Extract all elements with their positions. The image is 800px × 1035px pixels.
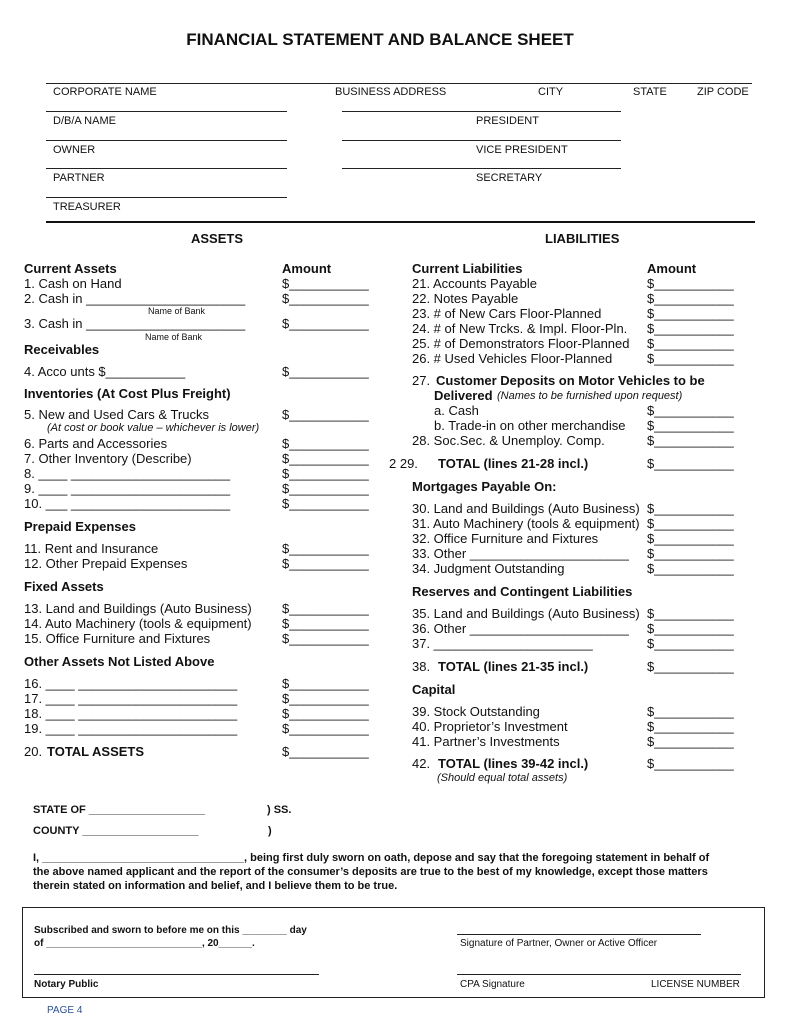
asset-line-4[interactable]: 4. Acco unts $___________: [24, 364, 186, 379]
liability-line-23: 23. # of New Cars Floor-Planned: [412, 306, 602, 321]
asset-amount-13[interactable]: $___________: [282, 601, 369, 616]
bank-name-caption-2: Name of Bank: [145, 332, 203, 342]
liability-line-40: 40. Proprietor’s Investment: [412, 719, 568, 734]
partner-label: PARTNER: [53, 172, 105, 184]
total-21-35-label: TOTAL (lines 21-35 incl.): [438, 659, 589, 674]
zip-label: ZIP CODE: [697, 86, 749, 98]
liability-line-36[interactable]: 36. Other ______________________: [412, 621, 629, 636]
officer-signature-label: Signature of Partner, Owner or Active Officer: [460, 938, 658, 949]
vice-president-label: VICE PRESIDENT: [476, 144, 568, 156]
liability-line-26: 26. # Used Vehicles Floor-Planned: [412, 351, 613, 366]
liability-amount-24[interactable]: $___________: [647, 321, 734, 336]
asset-amount-16[interactable]: $___________: [282, 676, 369, 691]
liability-line-34: 34. Judgment Outstanding: [412, 561, 565, 576]
liability-line-41: 41. Partner’s Investments: [412, 734, 560, 749]
liability-line-32: 32. Office Furniture and Fixtures: [412, 531, 599, 546]
notary-signature-line[interactable]: [34, 974, 319, 975]
liability-line-42-number: 42.: [412, 756, 431, 771]
asset-line-10[interactable]: 10. ___ ______________________: [24, 496, 231, 511]
liability-line-33[interactable]: 33. Other ______________________: [412, 546, 629, 561]
notary-public-label: Notary Public: [34, 979, 99, 990]
asset-line-8[interactable]: 8. ____ ______________________: [24, 466, 231, 481]
asset-amount-3[interactable]: $___________: [282, 316, 369, 331]
liability-amount-33[interactable]: $___________: [647, 546, 734, 561]
treasurer-line[interactable]: [46, 197, 287, 198]
liability-line-27-number: 27.: [412, 373, 431, 388]
asset-amount-5[interactable]: $___________: [282, 407, 369, 422]
liability-line-24: 24. # of New Trcks. & Impl. Floor-Pln.: [412, 321, 628, 336]
state-of-field[interactable]: STATE OF ___________________: [33, 804, 206, 816]
liability-line-21: 21. Accounts Payable: [412, 276, 538, 291]
liability-line-27b: b. Trade-in on other merchandise: [434, 418, 626, 433]
reserves-heading: Reserves and Contingent Liabilities: [412, 584, 633, 599]
asset-amount-10[interactable]: $___________: [282, 496, 369, 511]
ss-label: ) SS.: [267, 804, 292, 816]
secretary-line[interactable]: [342, 168, 621, 169]
president-line[interactable]: [342, 111, 621, 112]
secretary-label: SECRETARY: [476, 172, 543, 184]
asset-line-17[interactable]: 17. ____ ______________________: [24, 691, 238, 706]
assets-amount-heading: Amount: [282, 261, 332, 276]
asset-line-20-number: 20.: [24, 744, 43, 759]
mortgages-heading: Mortgages Payable On:: [412, 479, 557, 494]
asset-line-14: 14. Auto Machinery (tools & equipment): [24, 616, 252, 631]
asset-amount-14[interactable]: $___________: [282, 616, 369, 631]
liability-line-37[interactable]: 37. ______________________: [412, 636, 593, 651]
subscribed-text[interactable]: Subscribed and sworn to before me on this ________ day: [34, 925, 307, 936]
liability-line-27: Customer Deposits on Motor Vehicles to be: [436, 373, 705, 388]
liability-amount-28[interactable]: $___________: [647, 433, 734, 448]
liability-amount-27a[interactable]: $___________: [647, 403, 734, 418]
cpa-signature-line[interactable]: [457, 974, 741, 975]
asset-line-16[interactable]: 16. ____ ______________________: [24, 676, 238, 691]
liability-amount-23[interactable]: $___________: [647, 306, 734, 321]
total-assets-label: TOTAL ASSETS: [47, 744, 145, 759]
asset-amount-12[interactable]: $___________: [282, 556, 369, 571]
liability-line-22: 22. Notes Payable: [412, 291, 519, 306]
total-assets-amount[interactable]: $___________: [282, 744, 369, 759]
asset-amount-6[interactable]: $___________: [282, 436, 369, 451]
asset-amount-18[interactable]: $___________: [282, 706, 369, 721]
asset-amount-19[interactable]: $___________: [282, 721, 369, 736]
liability-amount-31[interactable]: $___________: [647, 516, 734, 531]
oath-line-2: the above named applicant and the report of the consumer’s deposits are true to the best of my knowledge, except those matters: [33, 866, 708, 878]
asset-amount-8[interactable]: $___________: [282, 466, 369, 481]
liability-line-25: 25. # of Demonstrators Floor-Planned: [412, 336, 630, 351]
asset-line-7: 7. Other Inventory (Describe): [24, 451, 192, 466]
liabilities-amount-heading: Amount: [647, 261, 697, 276]
liability-amount-35[interactable]: $___________: [647, 606, 734, 621]
page-title: FINANCIAL STATEMENT AND BALANCE SHEET: [186, 30, 574, 49]
county-field[interactable]: COUNTY ___________________: [33, 825, 199, 837]
asset-amount-17[interactable]: $___________: [282, 691, 369, 706]
page-number: PAGE 4: [47, 1005, 83, 1016]
liability-amount-34[interactable]: $___________: [647, 561, 734, 576]
prepaid-heading: Prepaid Expenses: [24, 519, 136, 534]
asset-line-12: 12. Other Prepaid Expenses: [24, 556, 188, 571]
other-assets-heading: Other Assets Not Listed Above: [24, 654, 215, 669]
liability-amount-21[interactable]: $___________: [647, 276, 734, 291]
officer-signature-line[interactable]: [457, 934, 701, 935]
liability-line-31: 31. Auto Machinery (tools & equipment): [412, 516, 640, 531]
asset-line-15: 15. Office Furniture and Fixtures: [24, 631, 211, 646]
total-21-35-amount[interactable]: $___________: [647, 659, 734, 674]
liability-amount-37[interactable]: $___________: [647, 636, 734, 651]
license-number-label: LICENSE NUMBER: [651, 979, 740, 990]
current-assets-heading: Current Assets: [24, 261, 117, 276]
business-address-label: BUSINESS ADDRESS: [335, 86, 447, 98]
state-label: STATE: [633, 86, 667, 98]
cpa-signature-label: CPA Signature: [460, 979, 525, 990]
liability-amount-40[interactable]: $___________: [647, 719, 734, 734]
president-label: PRESIDENT: [476, 115, 539, 127]
asset-line-11: 11. Rent and Insurance: [24, 541, 159, 556]
section-divider: [46, 221, 755, 223]
asset-amount-2[interactable]: $___________: [282, 291, 369, 306]
vice-president-line[interactable]: [342, 140, 621, 141]
liability-line-29-number: 2 29.: [389, 456, 418, 471]
liability-amount-27b[interactable]: $___________: [647, 418, 734, 433]
liability-line-28: 28. Soc.Sec. & Unemploy. Comp.: [412, 433, 605, 448]
asset-amount-15[interactable]: $___________: [282, 631, 369, 646]
liability-amount-25[interactable]: $___________: [647, 336, 734, 351]
asset-amount-9[interactable]: $___________: [282, 481, 369, 496]
capital-heading: Capital: [412, 682, 456, 697]
inventories-heading: Inventories (At Cost Plus Freight): [24, 386, 231, 401]
owner-label: OWNER: [53, 144, 96, 156]
assets-heading: ASSETS: [191, 231, 244, 246]
liability-line-27a: a. Cash: [434, 403, 479, 418]
current-liabilities-heading: Current Liabilities: [412, 261, 523, 276]
asset-line-19[interactable]: 19. ____ ______________________: [24, 721, 238, 736]
header-rule: [46, 83, 752, 84]
liability-amount-32[interactable]: $___________: [647, 531, 734, 546]
date-field[interactable]: of ____________________________, 20______.: [34, 938, 255, 949]
asset-line-2[interactable]: 2. Cash in ______________________: [24, 291, 246, 306]
total-21-28-label: TOTAL (lines 21-28 incl.): [438, 456, 589, 471]
total-21-28-amount[interactable]: $___________: [647, 456, 734, 471]
asset-line-5-note: (At cost or book value – whichever is lower): [47, 422, 260, 434]
liability-amount-36[interactable]: $___________: [647, 621, 734, 636]
corporate-name-label: CORPORATE NAME: [53, 86, 157, 98]
liability-amount-39[interactable]: $___________: [647, 704, 734, 719]
asset-line-5: 5. New and Used Cars & Trucks: [24, 407, 209, 422]
city-label: CITY: [538, 86, 564, 98]
asset-line-18[interactable]: 18. ____ ______________________: [24, 706, 238, 721]
liability-line-27-note: (Names to be furnished upon request): [497, 390, 683, 402]
fixed-assets-heading: Fixed Assets: [24, 579, 104, 594]
treasurer-label: TREASURER: [53, 201, 121, 213]
liability-amount-22[interactable]: $___________: [647, 291, 734, 306]
liabilities-heading: LIABILITIES: [545, 231, 620, 246]
owner-line[interactable]: [46, 140, 287, 141]
partner-line[interactable]: [46, 168, 287, 169]
asset-line-6: 6. Parts and Accessories: [24, 436, 168, 451]
receivables-heading: Receivables: [24, 342, 100, 357]
liability-line-38-number: 38.: [412, 659, 431, 674]
dba-label: D/B/A NAME: [53, 115, 116, 127]
asset-amount-7[interactable]: $___________: [282, 451, 369, 466]
asset-amount-1[interactable]: $___________: [282, 276, 369, 291]
total-39-42-amount[interactable]: $___________: [647, 756, 734, 771]
asset-amount-11[interactable]: $___________: [282, 541, 369, 556]
asset-line-1: 1. Cash on Hand: [24, 276, 122, 291]
dba-line[interactable]: [46, 111, 287, 112]
liability-line-27-delivered: Delivered: [434, 388, 493, 403]
asset-line-9[interactable]: 9. ____ ______________________: [24, 481, 231, 496]
oath-line-1[interactable]: I, _________________________________, being first duly sworn on oath, depose and say that the foregoing statement in behalf of: [33, 852, 710, 864]
bank-name-caption-1: Name of Bank: [148, 306, 206, 316]
total-39-42-note: (Should equal total assets): [437, 772, 568, 784]
asset-amount-4[interactable]: $___________: [282, 364, 369, 379]
oath-line-3: therein stated on information and belief, and I believe them to be true.: [33, 880, 398, 892]
liability-line-35: 35. Land and Buildings (Auto Business): [412, 606, 640, 621]
liability-line-39: 39. Stock Outstanding: [412, 704, 540, 719]
total-39-42-label: TOTAL (lines 39-42 incl.): [438, 756, 589, 771]
liability-line-30: 30. Land and Buildings (Auto Business): [412, 501, 640, 516]
asset-line-13: 13. Land and Buildings (Auto Business): [24, 601, 252, 616]
asset-line-3[interactable]: 3. Cash in ______________________: [24, 316, 246, 331]
liability-amount-41[interactable]: $___________: [647, 734, 734, 749]
liability-amount-30[interactable]: $___________: [647, 501, 734, 516]
liability-amount-26[interactable]: $___________: [647, 351, 734, 366]
county-paren: ): [268, 825, 272, 837]
